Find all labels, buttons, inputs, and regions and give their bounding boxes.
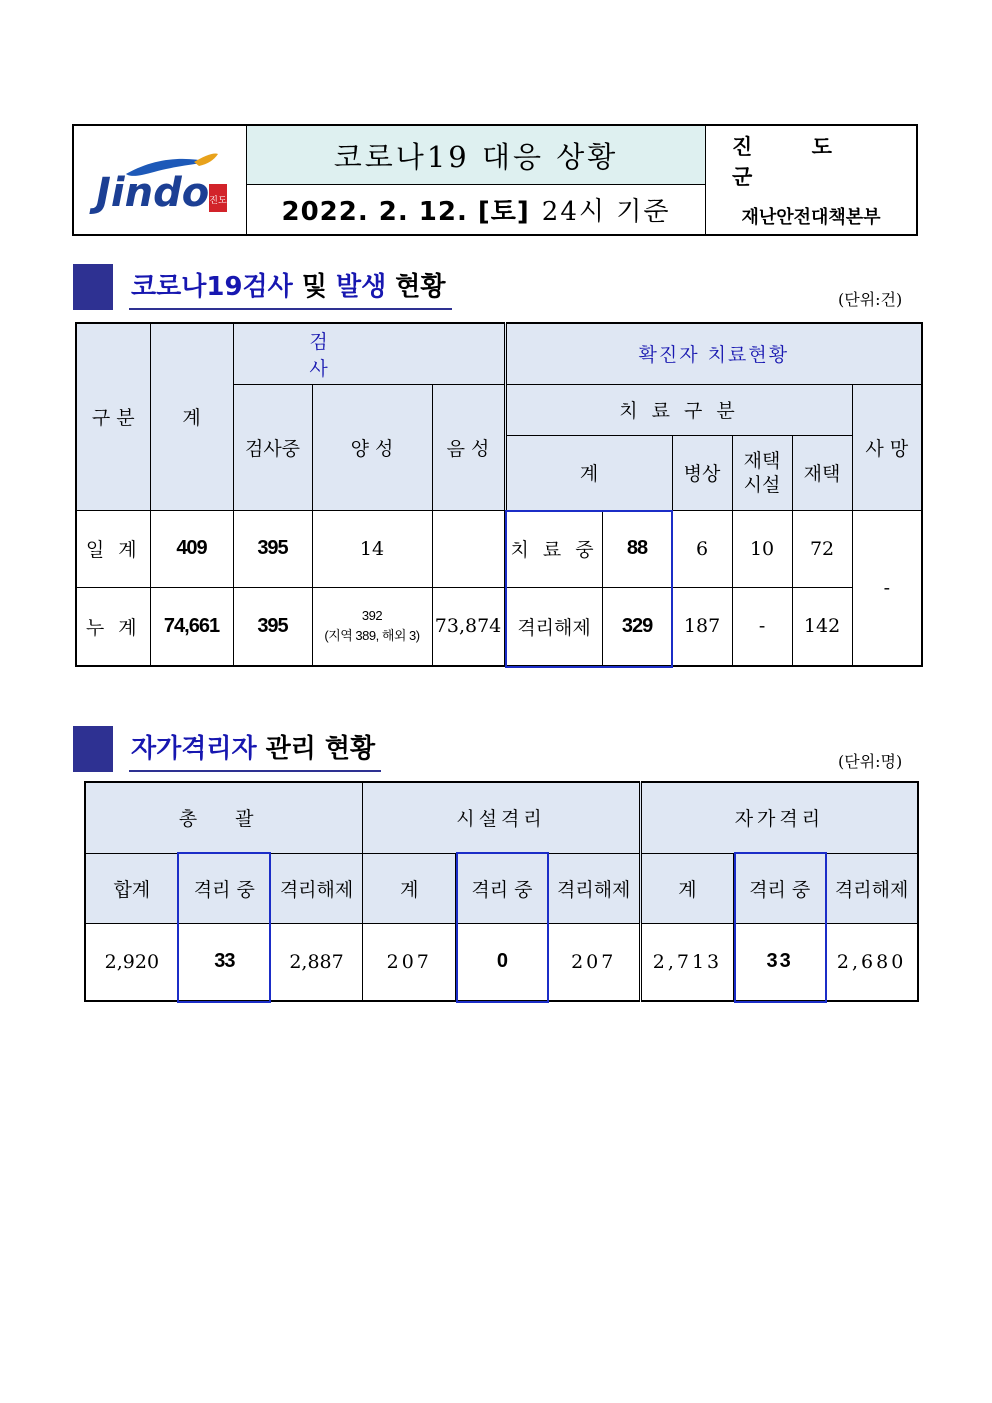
sub-header-released: 격리해제 (826, 853, 918, 923)
table-row (85, 923, 918, 1001)
report-header (72, 124, 918, 236)
cell-treat-value: 88 (602, 510, 672, 587)
cell-death: - (852, 510, 922, 666)
cell-treat-label: 격리해제 (505, 587, 602, 666)
sub-header-released: 격리해제 (548, 853, 640, 923)
cell-treat-label: 치 료 중 (505, 510, 602, 587)
header-hospital: 병상 (672, 435, 732, 510)
cell-home: 72 (792, 510, 852, 587)
cell-negative: 73,874 (432, 587, 505, 666)
sub-header-released: 격리해제 (270, 853, 362, 923)
header-home: 재택 (792, 435, 852, 510)
section-title: 코로나19 검사 및 발생 현황 (129, 264, 452, 310)
cell-positive-value: 392 (361, 608, 383, 624)
group-header-facility: 시설격리 (363, 782, 641, 853)
cell-hospital: 187 (672, 587, 732, 666)
header-death: 사 망 (852, 384, 922, 510)
header-gubun: 구 분 (76, 323, 150, 510)
sub-header-sum: 계 (363, 853, 456, 923)
value-cell: 2,920 (85, 923, 178, 1001)
section-heading-quarantine (73, 726, 381, 772)
report-date-time: 24시 기준 (541, 197, 671, 227)
table-row-daily (76, 510, 922, 587)
cell-total: 74,661 (150, 587, 233, 666)
quarantine-table (84, 781, 919, 1002)
value-cell: 207 (363, 923, 456, 1001)
cell-negative (432, 510, 505, 587)
header-test: 검 사 (233, 323, 505, 384)
sub-header-sum: 계 (640, 853, 733, 923)
header-positive: 양 성 (312, 384, 432, 510)
cell-hospital: 6 (672, 510, 732, 587)
cell-home-facility: 10 (732, 510, 792, 587)
unit-label: (단위:건) (838, 290, 903, 309)
header-testing: 검사중 (233, 384, 312, 510)
jindo-logo-icon (74, 126, 244, 234)
value-cell: 33 (734, 923, 826, 1001)
section-heading-testing (73, 264, 452, 310)
sub-header-isolating: 격리 중 (456, 853, 548, 923)
header-treat-total: 계 (505, 435, 672, 510)
headquarters-name: 재난안전대책본부 (741, 207, 881, 228)
cell-testing: 395 (233, 587, 312, 666)
cell-home-facility: - (732, 587, 792, 666)
value-cell: 0 (456, 923, 548, 1001)
cell-total: 409 (150, 510, 233, 587)
logo-text: Jindo (96, 170, 210, 216)
report-title: 코로나19 대응 상황 (247, 126, 705, 185)
row-label: 누 계 (76, 587, 150, 666)
cell-treat-value: 329 (602, 587, 672, 666)
header-home-facility: 재택 시설 (732, 435, 792, 510)
value-cell: 207 (548, 923, 640, 1001)
value-cell: 2,713 (640, 923, 733, 1001)
sub-header-sum: 합계 (85, 853, 178, 923)
organization-name: 진 도 군 (732, 134, 858, 189)
cell-positive-breakdown: (지역 389, 해외 3) (324, 628, 420, 644)
cell-positive (312, 587, 432, 666)
header-treat-type: 치 료 구 분 (505, 384, 852, 435)
section-title: 자가격리자 관리 현황 (129, 726, 381, 772)
jindo-logo (74, 126, 247, 234)
unit-label: (단위:명) (838, 752, 903, 771)
group-header-total: 총 괄 (85, 782, 363, 853)
report-date-main: 2022. 2. 12. [토] (281, 197, 530, 227)
section-marker (73, 726, 113, 772)
cell-positive: 14 (312, 510, 432, 587)
value-cell: 2,680 (826, 923, 918, 1001)
header-total: 계 (150, 323, 233, 510)
cell-testing: 395 (233, 510, 312, 587)
sub-header-isolating: 격리 중 (734, 853, 826, 923)
table-row-cumulative (76, 587, 922, 666)
value-cell: 2,887 (270, 923, 362, 1001)
report-date (247, 185, 705, 234)
header-negative: 음 성 (432, 384, 505, 510)
row-label: 일 계 (76, 510, 150, 587)
value-cell: 33 (178, 923, 270, 1001)
testing-status-table (75, 322, 923, 667)
section-marker (73, 264, 113, 310)
header-confirmed: 확진자 치료현황 (505, 323, 922, 384)
sub-header-isolating: 격리 중 (178, 853, 270, 923)
logo-seal-text: 진도 (209, 196, 227, 206)
group-header-self: 자가격리 (640, 782, 918, 853)
cell-home: 142 (792, 587, 852, 666)
